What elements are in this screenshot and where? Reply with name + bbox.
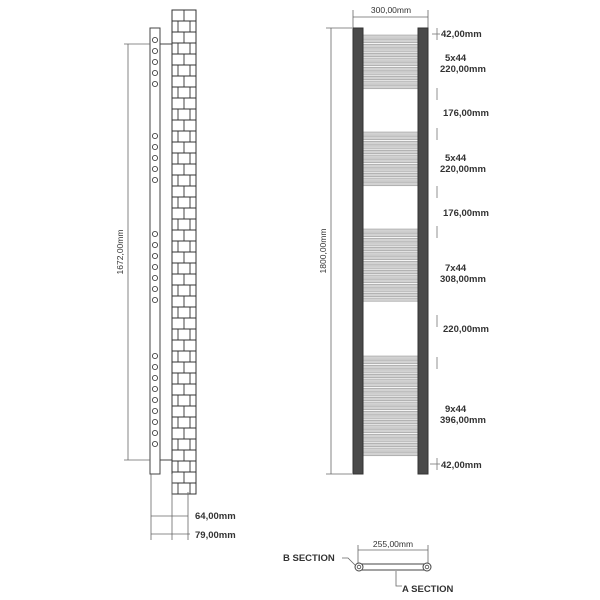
- dim-segment3-length-label: 308,00mm: [440, 274, 486, 285]
- brick-wall: [172, 10, 196, 494]
- tube-end: [152, 48, 157, 53]
- tube-end: [152, 133, 157, 138]
- horizontal-bar: [363, 76, 418, 79]
- tube-end: [152, 59, 157, 64]
- horizontal-bar: [363, 284, 418, 287]
- tube-end: [152, 386, 157, 391]
- tube-end: [152, 275, 157, 280]
- horizontal-bar: [363, 416, 418, 419]
- dim-segment1-count-label: 5x44: [445, 53, 467, 64]
- depth-64-label: 64,00mm: [195, 511, 236, 522]
- horizontal-bars: [363, 35, 418, 456]
- horizontal-bar: [363, 402, 418, 405]
- horizontal-bar: [363, 146, 418, 149]
- horizontal-bar: [363, 384, 418, 387]
- tube-end: [152, 441, 157, 446]
- b-section-label: B SECTION: [283, 553, 335, 564]
- tube-end: [152, 166, 157, 171]
- segment-dimension-ticks: [430, 28, 440, 470]
- side-height-label: 1672,00mm: [115, 229, 125, 275]
- horizontal-bar: [363, 247, 418, 250]
- horizontal-bar: [363, 67, 418, 70]
- dim-segment2-length-label: 220,00mm: [440, 164, 486, 175]
- tube-end: [152, 253, 157, 258]
- horizontal-bar: [363, 164, 418, 167]
- horizontal-bar: [363, 35, 418, 38]
- section-left-tube: [355, 563, 363, 571]
- section-width-label: 255,00mm: [372, 539, 414, 549]
- horizontal-bar: [363, 361, 418, 364]
- a-section-label: A SECTION: [402, 584, 454, 595]
- tube-end: [152, 70, 157, 75]
- section-bar: [356, 564, 430, 570]
- front-width-label: 300,00mm: [370, 5, 412, 15]
- dim-top-42-label: 42,00mm: [441, 29, 482, 40]
- horizontal-bar: [363, 443, 418, 446]
- horizontal-bar: [363, 448, 418, 451]
- horizontal-bar: [363, 453, 418, 456]
- tube-end: [152, 144, 157, 149]
- horizontal-bar: [363, 434, 418, 437]
- depth-79-label: 79,00mm: [195, 530, 236, 541]
- tube-end: [152, 297, 157, 302]
- horizontal-bar: [363, 173, 418, 176]
- tube-end: [152, 286, 157, 291]
- side-view: [115, 10, 236, 541]
- horizontal-bar: [363, 178, 418, 181]
- horizontal-bar: [363, 40, 418, 43]
- wall-brackets: [160, 44, 172, 460]
- right-vertical-rail: [418, 28, 428, 474]
- horizontal-bar: [363, 229, 418, 232]
- horizontal-bar: [363, 293, 418, 296]
- horizontal-bar: [363, 430, 418, 433]
- tube-end: [152, 375, 157, 380]
- dim-gap2-label: 176,00mm: [443, 208, 489, 219]
- horizontal-bar: [363, 261, 418, 264]
- horizontal-bar: [363, 374, 418, 377]
- dim-gap3-label: 220,00mm: [443, 324, 489, 335]
- tube-end: [152, 155, 157, 160]
- horizontal-bar: [363, 298, 418, 301]
- height-dimension-line: [124, 44, 150, 460]
- horizontal-bar: [363, 169, 418, 172]
- tube-end: [152, 364, 157, 369]
- horizontal-bar: [363, 252, 418, 255]
- section-right-tube: [423, 563, 431, 571]
- front-height-label: 1800,00mm: [318, 228, 328, 274]
- tube-end: [152, 231, 157, 236]
- dim-gap1-label: 176,00mm: [443, 108, 489, 119]
- dim-segment4-length-label: 396,00mm: [440, 415, 486, 426]
- horizontal-bar: [363, 270, 418, 273]
- horizontal-bar: [363, 72, 418, 75]
- horizontal-bar: [363, 425, 418, 428]
- section-view: [283, 539, 454, 595]
- horizontal-bar: [363, 49, 418, 52]
- dim-segment2-count-label: 5x44: [445, 153, 467, 164]
- horizontal-bar: [363, 234, 418, 237]
- tube-end: [152, 81, 157, 86]
- horizontal-bar: [363, 53, 418, 56]
- front-view: [318, 5, 489, 474]
- horizontal-bar: [363, 411, 418, 414]
- horizontal-bar: [363, 439, 418, 442]
- horizontal-bar: [363, 289, 418, 292]
- horizontal-bar: [363, 397, 418, 400]
- horizontal-bar: [363, 63, 418, 66]
- tube-end: [152, 177, 157, 182]
- dim-segment4-count-label: 9x44: [445, 404, 467, 415]
- tube-end: [152, 397, 157, 402]
- horizontal-bar: [363, 243, 418, 246]
- horizontal-bar: [363, 379, 418, 382]
- tube-end: [152, 353, 157, 358]
- tube-end: [152, 264, 157, 269]
- horizontal-bar: [363, 238, 418, 241]
- tube-end: [152, 408, 157, 413]
- front-height-dimension-line: [326, 28, 352, 474]
- horizontal-bar: [363, 365, 418, 368]
- tube-end: [152, 430, 157, 435]
- horizontal-bar: [363, 141, 418, 144]
- radiator-side-profile: [150, 28, 160, 474]
- horizontal-bar: [363, 160, 418, 163]
- horizontal-bar: [363, 280, 418, 283]
- dim-segment3-count-label: 7x44: [445, 263, 467, 274]
- horizontal-bar: [363, 356, 418, 359]
- horizontal-bar: [363, 155, 418, 158]
- horizontal-bar: [363, 266, 418, 269]
- horizontal-bar: [363, 81, 418, 84]
- section-leader-lines: [342, 558, 402, 586]
- horizontal-bar: [363, 420, 418, 423]
- horizontal-bar: [363, 44, 418, 47]
- horizontal-bar: [363, 58, 418, 61]
- dim-bottom-42-label: 42,00mm: [441, 460, 482, 471]
- horizontal-bar: [363, 370, 418, 373]
- horizontal-bar: [363, 132, 418, 135]
- horizontal-bar: [363, 137, 418, 140]
- horizontal-bar: [363, 257, 418, 260]
- horizontal-bar: [363, 86, 418, 89]
- dim-segment1-length-label: 220,00mm: [440, 64, 486, 75]
- horizontal-bar: [363, 393, 418, 396]
- horizontal-bar: [363, 388, 418, 391]
- horizontal-bar: [363, 150, 418, 153]
- horizontal-bar: [363, 407, 418, 410]
- left-vertical-rail: [353, 28, 363, 474]
- tube-end: [152, 37, 157, 42]
- tube-end: [152, 419, 157, 424]
- tube-end: [152, 242, 157, 247]
- horizontal-bar: [363, 275, 418, 278]
- horizontal-bar: [363, 183, 418, 186]
